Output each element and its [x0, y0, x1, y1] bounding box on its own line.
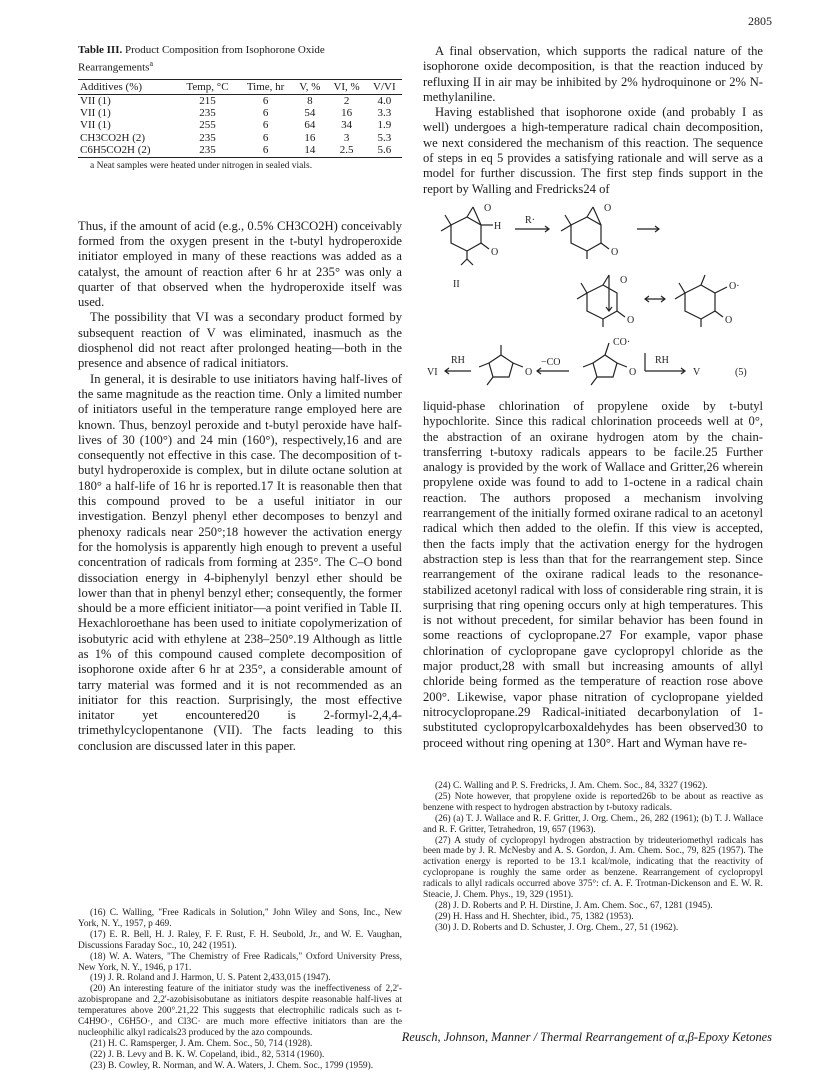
rh-label-left: RH	[451, 354, 465, 366]
reference-item: (30) J. D. Roberts and D. Schuster, J. Org. Chem., 27, 51 (1962).	[435, 922, 679, 933]
table-header-cell: Temp, °C	[186, 80, 229, 93]
table-cell: 6	[262, 107, 269, 120]
table-cell: 5.6	[377, 144, 392, 157]
table-row	[78, 119, 402, 131]
reference-item: (21) H. C. Ramsperger, J. Am. Chem. Soc., 50, 714 (1928).	[90, 1038, 313, 1049]
ketone-o-label-2: O	[611, 246, 619, 258]
table-cell: 16	[304, 131, 316, 144]
reference-item: (19) J. R. Roland and J. Harmon, U. S. Patent 2,433,015 (1947).	[90, 973, 331, 984]
table-cell: 6	[262, 144, 269, 157]
table-cell: 8	[307, 94, 313, 107]
table-cell: 2	[343, 94, 350, 107]
reference-item: (26) (a) T. J. Wallace and R. F. Gritter, J. Org. Chem., 26, 282 (1961); (b) T. J. Wallace and R. F. Gritter, Tetrahedron, 19, 657 (1963).	[423, 813, 763, 835]
reference-item: (17) E. R. Bell, H. J. Raley, F. F. Rust, F. H. Seubold, Jr., and W. E. Vaughan, Discussions Faraday Soc., 10, 242 (1951).	[78, 929, 402, 951]
table-cell: 1.9	[377, 119, 392, 132]
acyl-radical-label: CO·	[613, 336, 631, 348]
table-cell: VII (1)	[80, 119, 111, 132]
product-v-label: V	[693, 366, 701, 378]
table-cell: 5.3	[377, 131, 392, 144]
left-column	[78, 44, 402, 754]
reference-item: (23) B. Cowley, R. Norman, and W. A. Waters, J. Chem. Soc., 1799 (1959).	[90, 1060, 374, 1071]
rh-label-right: RH	[655, 354, 669, 366]
oxy-radical-label: O·	[729, 280, 740, 292]
ketone-o-label-4: O	[627, 314, 635, 326]
table-cell: VII (1)	[80, 94, 111, 107]
product-vi-label: VI	[427, 366, 438, 378]
reference-item: (29) H. Hass and H. Shechter, ibid., 75, 1382 (1953).	[435, 911, 634, 922]
table-row	[78, 132, 402, 144]
body-paragraph: A final observation, which supports the radical nature of the isophorone oxide decomposition, is that the reaction induced by refluxing II in air may be inhibited by 2% hydroquinone or 2% N-methylaniline.	[423, 44, 763, 104]
table-cell: 34	[341, 119, 353, 132]
hydrogen-label: H	[494, 220, 502, 232]
table-row	[78, 107, 402, 119]
cyclopentanone-radical-structure	[479, 345, 523, 385]
table-cell: 54	[304, 107, 316, 120]
reaction-scheme-drawing	[423, 203, 763, 393]
table-footnote: a Neat samples were heated under nitrogen in sealed vials.	[90, 160, 313, 171]
table-cell: 235	[199, 144, 216, 157]
ring-opened-radical-structure	[577, 274, 628, 327]
table-cell: 3.3	[377, 107, 392, 120]
ketone-o-label-5: O	[725, 314, 733, 326]
reference-item: (24) C. Walling and P. S. Fredricks, J. Am. Chem. Soc., 84, 3327 (1962).	[435, 781, 708, 791]
right-body-text-top	[423, 44, 763, 197]
table-header-cell: Time, hr	[246, 80, 285, 93]
ketone-o-label: O	[491, 246, 499, 258]
table-cell: VII (1)	[80, 107, 111, 120]
table-row	[78, 94, 402, 107]
table-title: Product Composition from Isophorone Oxide Rearrangements	[78, 44, 325, 74]
page-number: 2805	[748, 14, 772, 28]
body-paragraph: Having established that isophorone oxide (and probably I as well) undergoes a high-temperature radical chain decomposition, we next considered the mechanism of this reaction. The sequence of steps in eq 5 provides a satisfying rationale and will serve as a model for further discussion. The first step finds support in the report by Walling and Fredricks24 of	[423, 105, 763, 196]
table-cell: 14	[304, 144, 316, 157]
oxiranyl-radical-structure	[561, 207, 609, 259]
table-header-cell: V, %	[299, 80, 321, 93]
table-cell: 215	[199, 94, 216, 107]
table-cell: 2.5	[339, 144, 354, 157]
references-left	[78, 908, 402, 1072]
table-cell: 3	[343, 131, 350, 144]
body-paragraph: The possibility that VI was a secondary product formed by subsequent reaction of V was eliminated, inasmuch as the diosphenol did not react after prolonged heating—both in the presence and absence of radical initiators.	[78, 310, 402, 371]
table-caption	[78, 44, 402, 75]
table-cell: 6	[262, 94, 269, 107]
reference-item: (16) C. Walling, "Free Radicals in Solution," John Wiley and Sons, Inc., New York, N. Y., 1957, p 469.	[78, 908, 402, 929]
reaction-scheme	[423, 203, 763, 393]
table-header-row	[78, 79, 402, 94]
product-table	[78, 79, 402, 158]
table-header-cell: Additives (%)	[80, 80, 143, 93]
body-paragraph: liquid-phase chlorination of propylene oxide by t-butyl hypochlorite. Since this radical chlorination proceeds well at 0°, the abstraction of an oxirane hydrogen atom by the chain-transferring t-butoxy radicals appears to be facile.25 Further analogy is provided by the work of Wallace and Gritter,26 wherein propylene oxide was found to add to 1-octene in a radical chain reaction. The authors proposed a mechanism involving rearrangement of the initially formed oxirane radical to an acetonyl radical which then added to the olefin. If this view is accepted, then the facts imply that the activation energy for the hydrogen abstraction step is less than that for the rearrangement step. Since rearrangement of the oxirane radical leads to the resonance-stabilized acetonyl radical with loss of considerable ring strain, it is surprising that ring opening occurs only at high temperatures. This is not without precedent, for similar behavior has been found in some reactions of cyclopropane.27 For example, vapor phase chlorination of cyclopropane gave cyclopropyl chloride as the major product,28 with small but increasing amounts of allyl chloride being formed as the temperature of reaction rose above 200°. Likewise, vapor phase nitration of cyclopropane yielded nitrocyclopropane.29 Radical-initiated decarbonylation of 1-substituted cyclopropylcarboxaldehydes has been observed30 to proceed without ring opening at 130°. Hart and Wyman have re-	[423, 398, 763, 750]
reference-item: (20) An interesting feature of the initiator study was the ineffectiveness of 2,2'-azobispropane and 2,2'-azobisisobutane as initiators despite reasonable half-lives at temperatures above 200°.21,22 This suggests that electrophilic radicals such as t-C4H9O·, C6H5O·, and Cl3C· are much more effective initiators than are the nucleophilic alkyl radicals23 produced by the azo compounds.	[78, 984, 402, 1038]
table-cell: 64	[304, 119, 316, 132]
acyl-radical-structure	[583, 343, 627, 385]
reference-item: (18) W. A. Waters, "The Chemistry of Free Radicals," Oxford University Press, New York, N. Y., 1946, p 171.	[78, 951, 402, 973]
reference-item: (27) A study of cyclopropyl hydrogen abstraction by trideuteriomethyl radicals has been made by J. R. McNesby and A. S. Gordon, J. Am. Chem. Soc., 79, 825 (1957). The activation energy is reported to be 13.1 kcal/mole, indicating that the reactivity of cyclopropane is roughly the same order as benzene. Rearrangement of cyclopropyl radicals to allyl radicals occurred above 375°: cf. A. F. Trotman-Dickenson and E. W. R. Steacie, J. Chem. Phys., 19, 329 (1951).	[423, 835, 763, 901]
equation-number: (5)	[735, 366, 747, 378]
table-header-cell: V/VI	[373, 80, 396, 93]
table-header-cell: VI, %	[333, 80, 360, 93]
minus-co-label: −CO	[541, 356, 561, 368]
epoxide-o-label-2: O	[604, 202, 612, 214]
right-column	[423, 44, 763, 751]
table-cell: 16	[341, 107, 353, 120]
enoxy-radical-structure	[675, 275, 727, 327]
ketone-o-label-7: O	[629, 366, 637, 378]
reagent-r: R·	[525, 214, 535, 226]
running-footer: Reusch, Johnson, Manner / Thermal Rearrangement of α,β-Epoxy Ketones	[401, 1030, 772, 1044]
reference-item: (28) J. D. Roberts and P. H. Dirstine, J. Am. Chem. Soc., 67, 1281 (1945).	[435, 900, 713, 911]
table-row	[78, 144, 402, 157]
reference-item: (25) Note however, that propylene oxide is reported26b to be about as reactive as benzene with respect to hydrogen abstraction by t-butoxy radicals.	[423, 791, 763, 813]
table-title-mark: a	[149, 59, 154, 68]
table-cell: 4.0	[377, 94, 392, 107]
table-cell: C6H5CO2H (2)	[80, 144, 151, 157]
isophorone-oxide-structure	[441, 207, 493, 265]
table-label: Table III.	[78, 44, 123, 56]
body-paragraph: In general, it is desirable to use initiators having half-lives of the same magnitude as the reaction time. Only a limited number of initiators useful in the temperature range employed here are known. Thus, benzoyl peroxide and t-butyl peroxide have half-lives of 30 (100°) and 24 min (160°), respectively,16 and are consequently not effective in this case. The decomposition of t-butyl hydroperoxide is complex, but in dilute octane solution at 180° a half-life of 16 hr is reported.17 It is reasonable then that this compound proved to be a useful initiator in our investigation. Benzyl phenyl ether decomposes to benzyl and phenoxy radicals near 250°;18 however the activation energy for the homolysis is apparently high enough to prevent a useful concentration of radicals from forming at 235°. The C–O bond dissociation energy in 4-biphenylyl benzyl ether should be lower than that in phenyl benzyl ether; consequently, the former should be a more efficient initiator—a point verified in Table II. Hexachloroethane has been used to initiate copolymerization of isobutyric acid with ethylene at 238–250°.19 Although as little as 1% of this compound caused complete decomposition of isophorone oxide after 6 hr at 235°, a considerable amount of tarry material was formed and it is not recommended as an initiator for this reaction. Surprisingly, the most effective initator yet encountered20 is 2-formyl-2,4,4-trimethylcyclopentanone (VII). The facts leading to this conclusion are discussed later in this paper.	[78, 371, 402, 753]
epoxide-o-label: O	[484, 202, 492, 214]
table-cell: 6	[262, 119, 269, 132]
ketone-o-label-6: O	[525, 366, 533, 378]
compound-ii-label: II	[453, 278, 460, 290]
table-body	[78, 94, 402, 157]
references-right	[423, 781, 763, 934]
table-cell: CH3CO2H (2)	[80, 131, 146, 144]
table-cell: 6	[262, 131, 269, 144]
right-body-text-bottom	[423, 399, 763, 751]
table-cell: 235	[199, 131, 216, 144]
body-paragraph: Thus, if the amount of acid (e.g., 0.5% CH3CO2H) conceivably formed from the oxygen present in the t-butyl hydroperoxide initiator employed in many of these reactions was added as a catalyst, the amount of reaction after 6 hr at 235° was only a quarter of that observed when the hydroperoxide itself was used.	[78, 218, 402, 310]
ketone-o-label-3: O	[620, 274, 628, 286]
table-cell: 235	[199, 107, 216, 120]
reference-item: (22) J. B. Levy and B. K. W. Copeland, ibid., 82, 5314 (1960).	[90, 1049, 325, 1060]
table-cell: 255	[199, 119, 216, 132]
left-body-text	[78, 219, 402, 754]
